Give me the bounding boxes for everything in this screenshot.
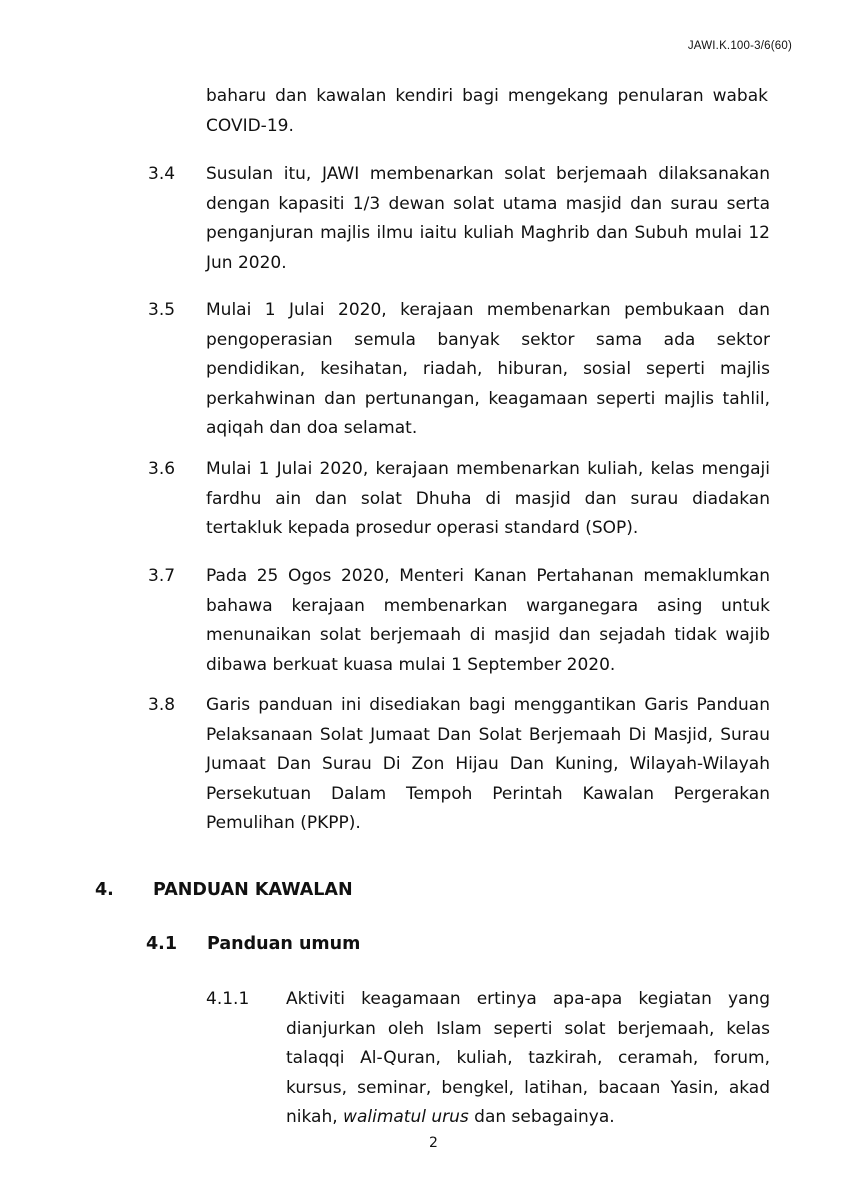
- paragraph-text: Pada 25 Ogos 2020, Menteri Kanan Pertahanan memaklumkan bahawa kerajaan membenarkan warganegara asing untuk menunaikan solat berjemaah di masjid dan sejadah tidak wajib dibawa berkuat kuasa mulai 1 September 2020.: [206, 566, 770, 675]
- paragraph-text: Garis panduan ini disediakan bagi menggantikan Garis Panduan Pelaksanaan Solat Jumaat Dan Solat Berjemaah Di Masjid, Surau Jumaat Dan Surau Di Zon Hijau Dan Kuning, Wilayah-Wilayah Persekutuan Dalam Tempoh Perintah Kawalan Pergerakan Pemulihan (PKPP).: [206, 695, 770, 833]
- subsection-number: 4.1: [146, 934, 178, 954]
- subsection-title: Panduan umum: [207, 934, 361, 954]
- paragraph-text: Mulai 1 Julai 2020, kerajaan membenarkan pembukaan dan pengoperasian semula banyak sektor sama ada sektor pendidikan, kesihatan, riadah, hiburan, sosial seperti majlis perkahwinan dan pertunangan, keagamaan seperti majlis tahlil, aqiqah dan doa selamat.: [206, 300, 770, 438]
- paragraph-number: 3.8: [148, 695, 176, 715]
- item-text-italic: walimatul urus: [343, 1107, 469, 1127]
- paragraph-text: Susulan itu, JAWI membenarkan solat berjemaah dilaksanakan dengan kapasiti 1/3 dewan solat utama masjid dan surau serta penganjuran majlis ilmu iaitu kuliah Maghrib dan Subuh mulai 12 Jun 2020.: [206, 164, 770, 273]
- section-title: PANDUAN KAWALAN: [153, 880, 353, 900]
- section-number: 4.: [95, 880, 114, 900]
- paragraph-number: 3.4: [148, 164, 176, 184]
- paragraph-number: 3.7: [148, 566, 176, 586]
- page-number: 2: [429, 1135, 438, 1151]
- paragraph-number: 3.6: [148, 459, 176, 479]
- item-number: 4.1.1: [206, 989, 250, 1009]
- item-text-main: Aktiviti keagamaan ertinya apa-apa kegiatan yang dianjurkan oleh Islam seperti solat berjemaah, kelas talaqqi Al-Quran, kuliah, tazkirah, ceramah, forum, kursus, seminar, bengkel, latihan, bacaan Yasin, akad nikah,: [286, 989, 770, 1127]
- item-text: [286, 985, 770, 1133]
- paragraph-text: Mulai 1 Julai 2020, kerajaan membenarkan kuliah, kelas mengaji fardhu ain dan solat Dhuha di masjid dan surau diadakan tertakluk kepada prosedur operasi standard (SOP).: [206, 459, 770, 538]
- item-text-end: dan sebagainya.: [468, 1107, 615, 1127]
- continuation-paragraph: baharu dan kawalan kendiri bagi mengekang penularan wabak COVID-19.: [206, 86, 768, 136]
- reference-number: JAWI.K.100-3/6(60): [687, 40, 792, 52]
- paragraph-number: 3.5: [148, 300, 176, 320]
